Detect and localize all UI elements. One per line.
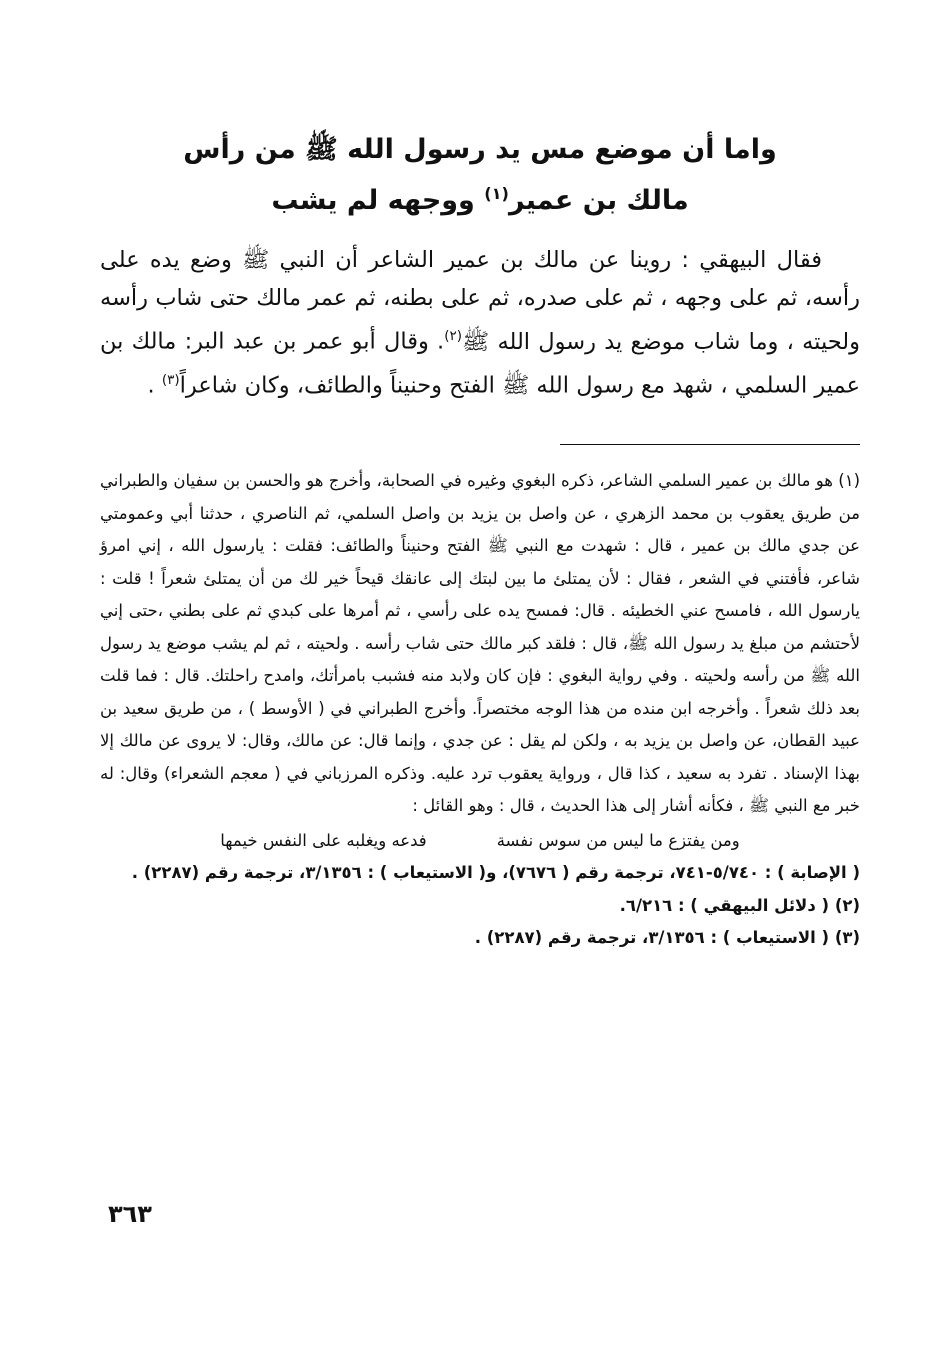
footnotes [100,465,860,955]
verse-first-hemistich: ومن يفتزع ما ليس من سوس نفسة [496,830,740,850]
footnote-2: (٢) ( دلائل البيهقي ) : ٦/٢١٦. [619,895,860,915]
paragraph-part-2: . وقال أبو عمر بن عبد البر: مالك بن عمير السلمي ، شهد مع رسول الله ﷺ الفتح وحنيناً والطائف، وكان شاعراً [100,328,860,398]
title-line-2-part-b: ووجهه لم يشب [271,185,485,216]
footnote-ref-3: (٣) [161,371,180,388]
title-line-2-part-a: مالك بن عمير [508,185,689,216]
footnote-1: (١) هو مالك بن عمير السلمي الشاعر، ذكره البغوي وغيره في الصحابة، وأخرج هو والحسن بن سفيان والطبراني من طريق يعقوب بن محمد الزهري ، عن واصل بن يزيد بن واصل السلمي، ثم الناصري ، حدثنا أبي وعمومتي عن جدي مالك بن عمير ، قال : شهدت مع النبي ﷺ الفتح وحنيناً والطائف: فقلت : يارسول الله ، إني امرؤ شاعر، فأفتني في الشعر ، فقال : لأن يمتلئ ما بين لبتك إلى عانقك قيحاً خير لك من أن يمتلئ شعراً ! قلت : يارسول الله ، فامسح عني الخطيئه . قال: فمسح يده على رأسي ، ثم أمرها على كبدي ثم على بطني ،حتى إني لأحتشم من مبلغ يد رسول الله ﷺ، قال : فلقد كبر مالك حتى شاب رأسه . ولحيته ، ثم لم يشب موضع يد رسول الله ﷺ من رأسه ولحيته . وفي رواية البغوي : فإن كان ولابد منه فشبب بامرأتك، وامدح راحلتك. قال : فما قلت بعد ذلك شعراً . وأخرجه ابن منده من هذا الوجه مختصراً. وأخرج الطبراني في ( الأوسط ) ، من طريق سعيد بن عبيد القطان، عن واصل بن يزيد به ، ولكن لم يقل : عن جدي ، وإنما قال: عن مالك، وقال: لا يروى عن مالك إلا بهذا الإسناد . تفرد به سعيد ، كذا قال ، ورواية يعقوب ترد عليه. وذكره المرزباني في ( معجم الشعراء) وقال: له خبر مع النبي ﷺ ، فكأنه أشار إلى هذا الحديث ، قال : وهو القائل : [100,471,860,815]
title-line-1: واما أن موضع مس يد رسول الله ﷺ من رأس [183,134,777,165]
paragraph-part-1: فقال البيهقي : روينا عن مالك بن عمير الشاعر أن النبي ﷺ وضع يده على رأسه، ثم على وجهه ، ثم على صدره، ثم على بطنه، ثم عمر مالك حتى شاب رأسه ولحيته ، وما شاب موضع يد رسول الله ﷺ [100,247,860,355]
paragraph-part-3: . [147,372,162,398]
title-line-2 [100,172,860,223]
footnote-1-sources: ( الإصابة ) : ٥/٧٤٠-٧٤١، ترجمة رقم ( ٧٦٧٦)، و( الاستيعاب ) : ٣/١٣٥٦، ترجمة رقم (٢٢٨٧) . [131,863,860,882]
footnote-ref-2: (٢) [444,328,463,344]
footnote-3: (٣) ( الاستيعاب ) : ٣/١٣٥٦، ترجمة رقم (٢٢٨٧) . [474,928,860,947]
verse-second-hemistich: فدعه ويغلبه على النفس خيمها [220,830,427,850]
chapter-title [100,128,860,223]
footnote-ref-1: (١) [484,184,509,203]
page-content [100,128,860,955]
poem-verse [100,825,860,858]
page-number: ٣٦٣ [108,1200,152,1228]
main-paragraph [100,241,860,404]
footnote-separator [560,444,860,445]
